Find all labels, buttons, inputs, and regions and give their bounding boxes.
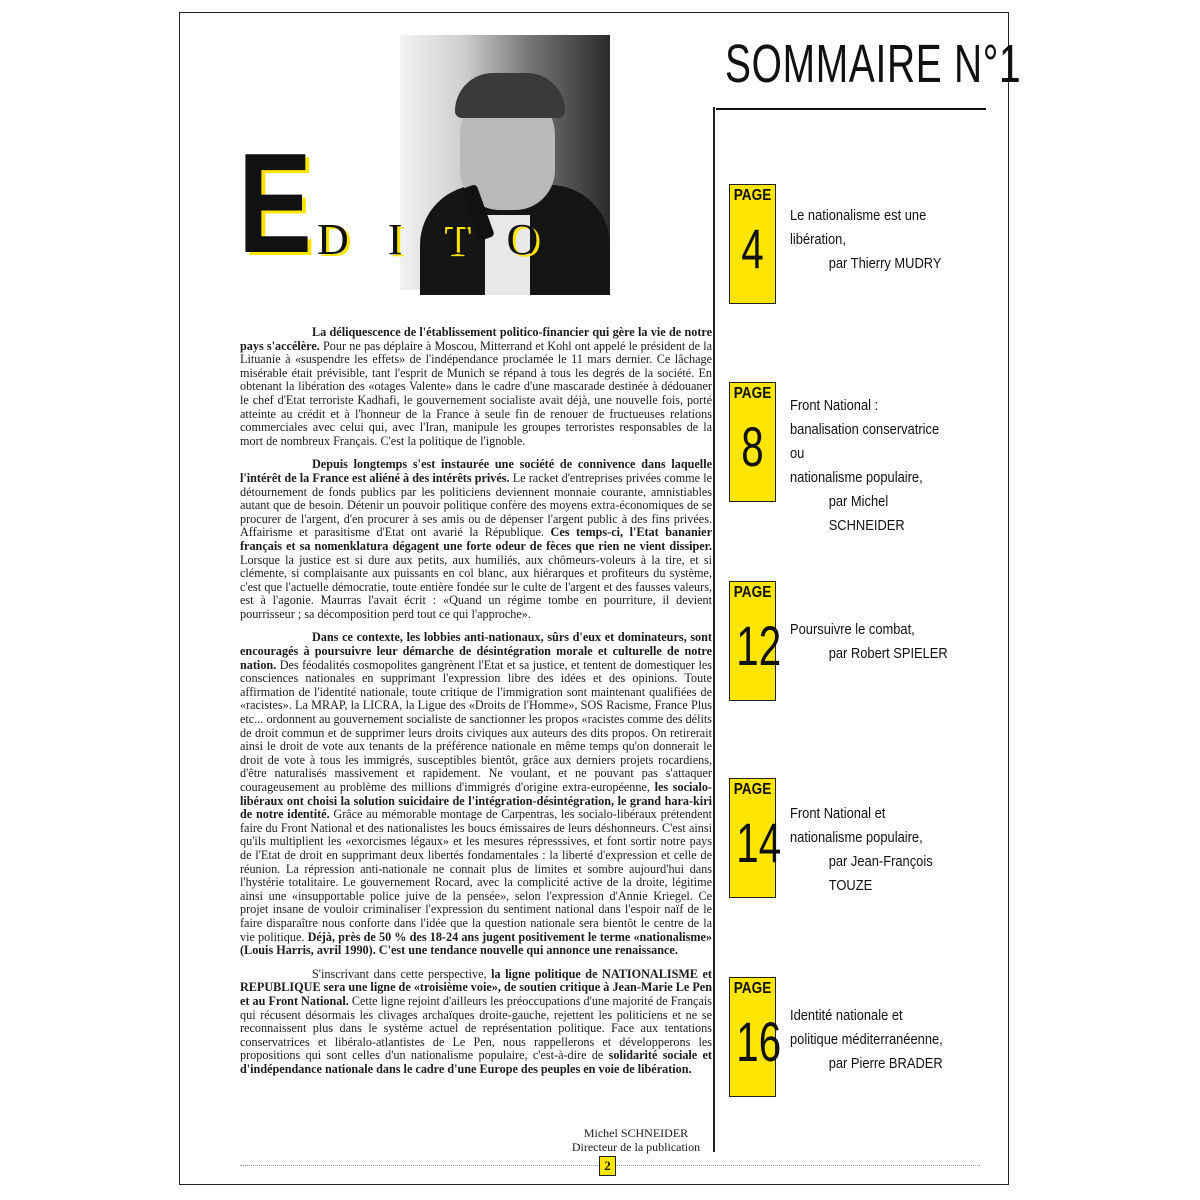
page-badge-label: PAGE xyxy=(733,584,772,601)
page-badge[interactable] xyxy=(729,581,782,701)
sommaire-entry[interactable] xyxy=(790,618,953,666)
signature xyxy=(560,1126,712,1154)
entry-author: par Pierre BRADER xyxy=(828,1055,943,1072)
sommaire-entry[interactable] xyxy=(790,802,953,898)
entry-title-line: libération, xyxy=(790,231,846,248)
text-run: Grâce au mémorable montage de Carpentras, les socialo-libéraux prétendent faire du Front National et des nationalistes les boucs émissaires de leurs déshonneurs. C'est ainsi qu'ils multiplient les «exorcismes légaux» et les mesures répresssives, et font sortir notre pays de l'Etat de droit en supprimant deux libertés fondamentales : la liberté d'expression et celle de réunion. La répression anti-nationale ne connait plus de limites et sombre aujourd'hui dans l'hystérie totalitaire. Le gouvernement Rocard, avec la complicité active de la droite, légitime ainsi une «insupportable police juive de la pensée», selon l'expression d'Annie Kriegel. Ce projet insane de vouloir criminaliser l'expression du sentiment national dans l'espoir naïf de le faire disparaître nous conforte dans l'idée que la question nationale sera bientôt le centre de la vie politique. xyxy=(240,807,712,944)
page-badge-label: PAGE xyxy=(733,385,772,402)
signature-role: Directeur de la publication xyxy=(571,1140,701,1154)
column-divider xyxy=(713,107,715,1152)
page-number: 2 xyxy=(599,1156,616,1176)
editorial-paragraph xyxy=(240,458,712,621)
editorial-paragraph xyxy=(240,326,712,448)
page-badge[interactable] xyxy=(729,382,776,502)
editorial-body xyxy=(240,326,712,1086)
editorial-paragraph xyxy=(240,631,712,957)
page-badge-number: 8 xyxy=(741,415,764,478)
entry-title-line: Front National et xyxy=(790,805,886,822)
entry-title-line: Front National : xyxy=(790,397,879,414)
text-run: Lorsque la justice est si dure aux petits, aux humiliés, aux chômeurs-voleurs à la tire, et si clémente, si complaisante aux puissants en col blanc, aux hiérarques et profiteurs du système, c'est que l'actuelle démocratie, toute entière fondée sur le culte de l'argent et des fausses valeurs, est à l'agonie. Maurras l'avait écrit : «Quand un régime tombe en pourriture, il devient pourrisseur ; sa décomposition perd tout ce qui l'approche». xyxy=(240,552,712,621)
entry-author: par Michel SCHNEIDER xyxy=(828,493,905,534)
editorial-paragraph xyxy=(240,968,712,1077)
entry-title-line: Poursuivre le combat, xyxy=(790,621,915,638)
sommaire-entry[interactable] xyxy=(790,1004,953,1076)
page-badge-number: 14 xyxy=(736,811,782,874)
sommaire-title: SOMMAIRE N°1 xyxy=(725,34,1022,94)
title-rule xyxy=(716,108,986,110)
signature-name: Michel SCHNEIDER xyxy=(583,1126,689,1140)
entry-title-line: nationalisme populaire, xyxy=(790,829,923,846)
sommaire-entry[interactable] xyxy=(790,394,953,538)
entry-title-line: Identité nationale et xyxy=(790,1007,903,1024)
text-run: Des féodalités cosmopolites gangrènent l'Etat et sa justice, et tentent de domestiquer les consciences nationales en supprimant l'expression libre des idées et des opinions. Toute affirmation de l'identité nationale, toute critique de l'immigration sont maintenant qualifiées de «racistes». La MRAP, la LICRA, la Ligue des «Droits de l'Homme», SOS Racisme, France Plus etc... ordonnent au gouvernement socialiste de sanctionner les propos «racistes comme des délits de droit commun et de supprimer leurs droits civiques aux auteurs des dits propos. On retirerait ainsi le droit de vote aux tenants de la préférence nationale en même temps qu'on donnerait le droit de vote à tous les immigrés, susceptibles bientôt, grâce aux derniers projets rocardiens, d'être naturalisés massivement et rapidement. Ne voulant, et ne pouvant pas s'attaquer courageusement au problème des millions d'immigrés d'origine extra-européenne, xyxy=(240,657,712,794)
page-badge[interactable] xyxy=(729,184,776,304)
entry-title-line: nationalisme populaire, xyxy=(790,469,923,486)
photo-hair xyxy=(455,73,565,118)
text-run: Le racket d'entreprises privées comme le détournement de fonds publics par les politiciens deviennent monnaie courante, amnistiables autant que de besoin. Détenir un pouvoir politique confère des moyens extra-économiques de se procurer de l'argent, d'en procurer à ses amis ou de dépenser l'argent public à des fins privées. Affairisme et parasitisme d'Etat ont avarié la République. xyxy=(240,470,713,540)
bold-run: les socialo-libéraux ont choisi la solution suicidaire de l'intégration-désintégration, le grand hara-kiri de notre identité. xyxy=(240,780,712,822)
page-badge-number: 12 xyxy=(736,614,782,677)
bold-run: Déjà, près de 50 % des 18-24 ans jugent positivement le terme «nationalisme» (Louis Harris, avril 1990). C'est une tendance nouvelle qui annonce une renaissance. xyxy=(240,929,712,958)
page-badge-label: PAGE xyxy=(733,980,772,997)
bold-run: la ligne politique de NATIONALISME et REPUBLIQUE sera une ligne de «troisième voie», de soutien critique à Jean-Marie Le Pen et au Front National. xyxy=(240,966,712,1008)
entry-title-line: politique méditerranéenne, xyxy=(790,1031,943,1048)
page-badge-label: PAGE xyxy=(733,781,772,798)
sommaire-entry[interactable] xyxy=(790,204,953,276)
entry-title-line: Le nationalisme est une xyxy=(790,207,927,224)
entry-author: par Jean-François TOUZE xyxy=(828,853,933,894)
bold-run: Ces temps-ci, l'Etat bananier français et sa nomenklatura dégagent une forte odeur de fèces que rien ne vient dissiper. xyxy=(240,525,712,553)
entry-author: par Thierry MUDRY xyxy=(828,255,942,272)
bold-run: La déliquescence de l'établissement politico-financier qui gère la vie de notre pays s'accélère. xyxy=(240,325,712,353)
edito-initial: E xyxy=(238,124,312,283)
text-run: Cette ligne rejoint d'ailleurs les préoccupations d'une majorité de Français qui récusent désormais les clivages archaïques droite-gauche, rejettent les politiciens et ne se reconnaissent plus dans le système actuel de représentation politique. Face aux tentations conservatrices et libéralo-atlantistes de Le Pen, nous rappellerons et développerons les propositions qui sont celles d'un nationalisme populaire, c'est-à-dire de xyxy=(240,993,712,1063)
page-badge-number: 4 xyxy=(741,217,764,280)
bold-run: Depuis longtemps s'est instaurée une société de connivence dans laquelle l'intérêt de la France est aliéné à des intérêts privés. xyxy=(240,457,712,485)
text-run: S'inscrivant dans cette perspective, xyxy=(312,966,492,981)
page-badge-label: PAGE xyxy=(733,187,772,204)
entry-title-line: banalisation conservatrice ou xyxy=(790,421,940,462)
text-run: Pour ne pas déplaire à Moscou, Mitterrand et Kohl ont appelé le président de la Lituanie à «suspendre les effets» de l'indépendance proclamée le 11 mars dernier. Ce lâchage misérable était prévisible, tant l'esprit de Munich se répand à tous les degrés de la société. En obtenant la libération des «otages Valente» dans le cadre d'une mascarade destinée à dédouaner le chef d'Etat terroriste Kadhafi, le gouvernement socialiste avait déjà, une nouvelle fois, porté atteinte au crédit et à l'honneur de la France à seule fin de renouer de fructueuses relations commerciales avec celui qui, avec l'Iran, manipule les groupes terroristes responsables de la mort de nombreux Français. C'est la politique de l'ignoble. xyxy=(240,338,712,448)
page-badge[interactable] xyxy=(729,778,782,898)
edito-heading: DITO xyxy=(317,215,578,264)
entry-author: par Robert SPIELER xyxy=(828,645,948,662)
page-badge[interactable] xyxy=(729,977,782,1097)
page-badge-number: 16 xyxy=(736,1010,782,1073)
bold-run: Dans ce contexte, les lobbies anti-nationaux, sûrs d'eux et dominateurs, sont encouragés à poursuivre leur démarche de désintégration morale et culturelle de notre nation. xyxy=(240,630,712,672)
bold-run: solidarité sociale et d'indépendance nationale dans le cadre d'une Europe des peuples en voie de libération. xyxy=(240,1048,712,1076)
